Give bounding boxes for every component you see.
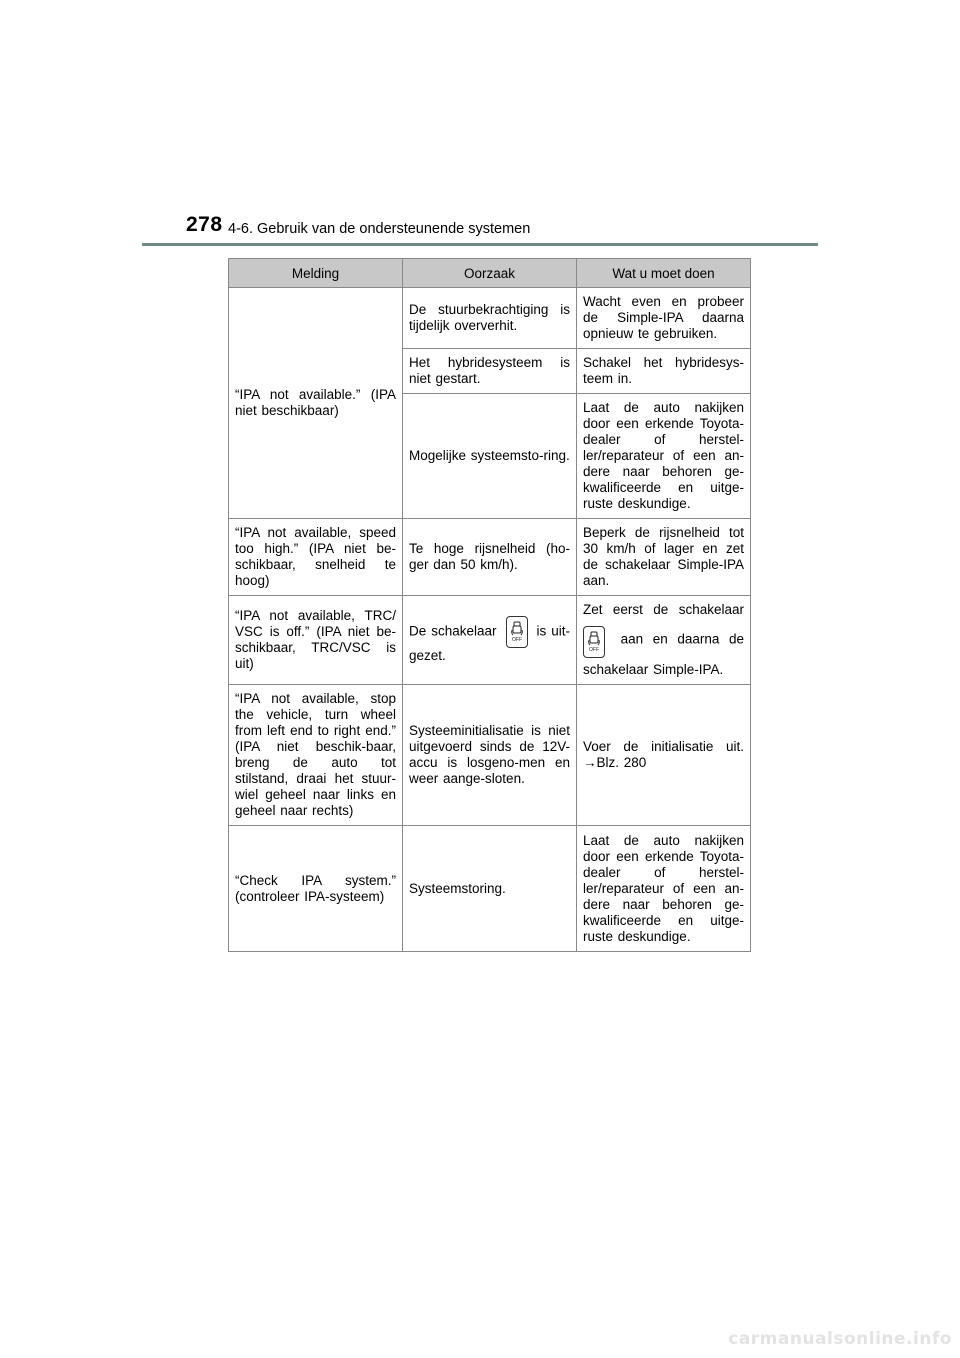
table-row (229, 826, 751, 952)
actie-cell: Schakel het hybridesys-teem in. (577, 349, 751, 394)
table-header-row (229, 259, 751, 288)
table-row (229, 685, 751, 826)
melding-cell: “IPA not available.” (IPA niet beschikbaar) (229, 288, 403, 519)
melding-cell: “IPA not available, speed too high.” (IPA niet be-schikbaar, snelheid te hoog) (229, 519, 403, 596)
vsc-off-switch-icon (506, 616, 528, 648)
table-row (229, 519, 751, 596)
oorzaak-cell: Te hoge rijsnelheid (ho-ger dan 50 km/h). (403, 519, 577, 596)
actie-cell: Voer de initialisatie uit. →Blz. 280 (577, 685, 751, 826)
oorzaak-cell (403, 596, 577, 685)
column-header-actie: Wat u moet doen (577, 259, 751, 288)
column-header-melding: Melding (229, 259, 403, 288)
vsc-off-car-icon (510, 621, 524, 643)
actie-cell: Laat de auto nakijken door een erkende Toyota-dealer of herstel-ler/reparateur of een an-dere naar behoren ge-kwalificeerde en uitge-ruste deskundige. (577, 826, 751, 952)
actie-text-post: aan en daarna de schakelaar Simple-IPA. (583, 631, 744, 677)
watermark-text: carmanualsonline.info (728, 1329, 952, 1349)
oorzaak-cell: De stuurbekrachtiging is tijdelijk oververhit. (403, 288, 577, 349)
oorzaak-cell: Systeemstoring. (403, 826, 577, 952)
oorzaak-cell: Systeeminitialisatie is niet uitgevoerd sinds de 12V-accu is losgeno-men en weer aange-sloten. (403, 685, 577, 826)
vsc-off-car-icon (587, 631, 601, 653)
table-row (229, 288, 751, 349)
melding-cell: “IPA not available, stop the vehicle, turn wheel from left end to right end.” (IPA niet beschik-baar, breng de auto tot stilstand, draai het stuur-wiel geheel naar links en geheel naar rechts) (229, 685, 403, 826)
oorzaak-text-pre: De schakelaar (409, 623, 497, 639)
header-divider (142, 243, 818, 246)
oorzaak-text-post: is uit-gezet. (409, 623, 570, 663)
actie-cell: Wacht even en probeer de Simple-IPA daarna opnieuw te gebruiken. (577, 288, 751, 349)
watermark (730, 1321, 960, 1358)
vsc-off-switch-icon (583, 626, 605, 658)
page-number: 278 (186, 213, 223, 236)
oorzaak-cell: Mogelijke systeemsto-ring. (403, 394, 577, 519)
section-title: 4-6. Gebruik van de ondersteunende systemen (228, 221, 531, 237)
melding-cell: “IPA not available, TRC/ VSC is off.” (IPA niet be-schikbaar, TRC/VSC is uit) (229, 596, 403, 685)
actie-cell (577, 596, 751, 685)
oorzaak-cell: Het hybridesysteem is niet gestart. (403, 349, 577, 394)
actie-text-pre: Zet eerst de schakelaar (583, 602, 744, 617)
message-table (228, 258, 751, 952)
svg-text:OFF: OFF (511, 637, 522, 643)
actie-cell: Beperk de rijsnelheid tot 30 km/h of lager en zet de schakelaar Simple-IPA aan. (577, 519, 751, 596)
column-header-oorzaak: Oorzaak (403, 259, 577, 288)
actie-cell: Laat de auto nakijken door een erkende Toyota-dealer of herstel-ler/reparateur of een an-dere naar behoren ge-kwalificeerde en uitge-ruste deskundige. (577, 394, 751, 519)
svg-text:OFF: OFF (589, 647, 599, 653)
melding-cell: “Check IPA system.” (controleer IPA-systeem) (229, 826, 403, 952)
table-row (229, 596, 751, 685)
